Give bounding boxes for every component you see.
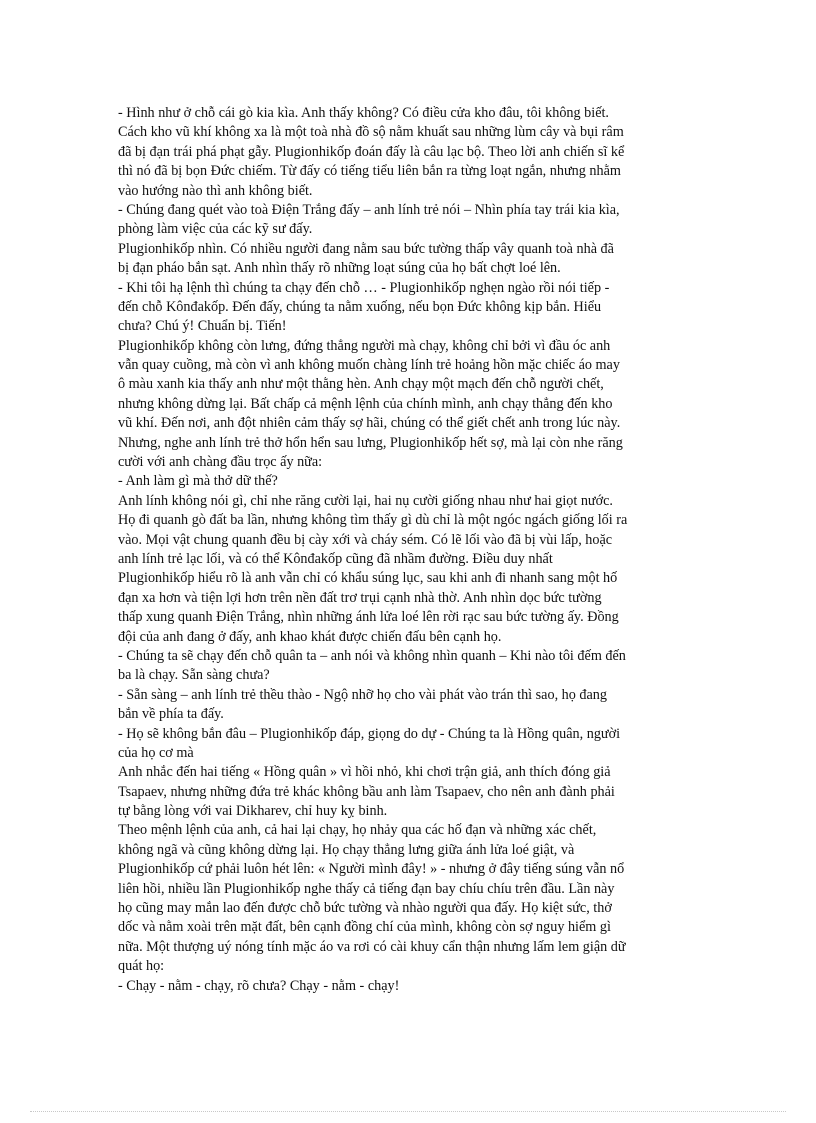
text-line: đã bị đạn trái phá phạt gẫy. Plugionhikốp đoán đấy là câu lạc bộ. Theo lời anh chiến sĩ kể bbox=[118, 143, 625, 160]
text-line: vào. Mọi vật chung quanh đều bị cày xới và cháy sém. Có lẽ lối vào đã bị vùi lấp, hoặc bbox=[118, 531, 613, 548]
text-line: bắn về phía ta đấy. bbox=[118, 706, 224, 723]
text-line: nữa. Một thượng uý nóng tính mặc áo va rơi có cài khuy cẩn thận nhưng lấm lem giận dữ bbox=[118, 938, 626, 955]
text-line: - Hình như ở chỗ cái gò kia kìa. Anh thấy không? Có điều cửa kho đâu, tôi không biết. bbox=[118, 105, 609, 121]
text-line: đến chỗ Kônđakốp. Đến đấy, chúng ta nằm xuống, nếu bọn Đức không kịp bắn. Hiểu bbox=[118, 298, 602, 315]
text-line: - Chúng đang quét vào toà Điện Trắng đấy – anh lính trẻ nói – Nhìn phía tay trái kia kìa, bbox=[118, 201, 620, 218]
text-line: - Khi tôi hạ lệnh thì chúng ta chạy đến chỗ … - Plugionhikốp nghẹn ngào rồi nói tiếp - bbox=[118, 279, 610, 296]
text-line: Tsapaev, nhưng những đứa trẻ khác không bầu anh làm Tsapaev, cho nên anh đành phải bbox=[118, 783, 615, 800]
text-line: bị đạn pháo bắn sạt. Anh nhìn thấy rõ những loạt súng của họ bất chợt loé lên. bbox=[118, 260, 561, 277]
text-line: phòng làm việc của các kỹ sư đấy. bbox=[118, 221, 313, 238]
text-line: chưa? Chú ý! Chuẩn bị. Tiến! bbox=[118, 318, 287, 335]
text-line: - Chúng ta sẽ chạy đến chỗ quân ta – anh nói và không nhìn quanh – Khi nào tôi đếm đến bbox=[118, 647, 626, 664]
text-line: Theo mệnh lệnh của anh, cả hai lại chạy, họ nhảy qua các hố đạn và những xác chết, bbox=[118, 822, 597, 839]
text-line: vẫn quay cuồng, mà còn vì anh không muốn chàng lính trẻ hoảng hồn mặc chiếc áo may bbox=[118, 357, 620, 374]
text-line: Plugionhikốp hiểu rõ là anh vẫn chỉ có khẩu súng lục, sau khi anh đi nhanh sang một hố bbox=[118, 570, 618, 587]
text-line: Họ đi quanh gò đất ba lần, nhưng không tìm thấy gì dù chỉ là một ngóc ngách giống lối ra bbox=[118, 512, 628, 529]
text-line: Plugionhikốp không còn lưng, đứng thẳng người mà chạy, không chỉ bởi vì đầu óc anh bbox=[118, 337, 611, 354]
page-bottom-divider bbox=[30, 1111, 786, 1112]
text-line: Nhưng, nghe anh lính trẻ thở hổn hển sau lưng, Plugionhikốp hết sợ, mà lại còn nhe răng bbox=[118, 434, 623, 451]
text-line: vào hướng nào thì anh không biết. bbox=[118, 182, 313, 199]
text-line: Cách kho vũ khí không xa là một toà nhà đồ sộ nằm khuất sau những lùm cây và bụi râm bbox=[118, 124, 624, 141]
text-line: họ cũng may mắn lao đến được chỗ bức tường và nhào người qua đấy. Họ kiệt sức, thở bbox=[118, 900, 612, 917]
text-line: thấp xung quanh Điện Trắng, nhìn những ánh lửa loé lên rời rạc sau bức tường ấy. Đồng bbox=[118, 609, 619, 626]
text-line: dốc và nằm xoài trên mặt đất, bên cạnh đồng chí của mình, không còn sợ nguy hiểm gì bbox=[118, 919, 611, 936]
text-line: ô màu xanh kia thấy anh như một thằng hèn. Anh chạy một mạch đến chỗ người chết, bbox=[118, 376, 604, 393]
text-line: - Sẵn sàng – anh lính trẻ thều thào - Ngộ nhỡ họ cho vài phát vào trán thì sao, họ đang bbox=[118, 686, 607, 703]
text-line: đạn xa hơn và tiện lợi hơn trên nền đất trơ trụi cạnh nhà thờ. Anh nhìn dọc bức tường bbox=[118, 589, 602, 606]
text-line: của họ cơ mà bbox=[118, 744, 194, 761]
text-line: - Chạy - nằm - chạy, rõ chưa? Chạy - nằm - chạy! bbox=[118, 977, 400, 994]
text-line: cười với anh chàng đầu trọc ấy nữa: bbox=[118, 454, 323, 471]
text-line: Plugionhikốp cứ phải luôn hét lên: « Người mình đây! » - nhưng ở đây tiếng súng vẫn nổ bbox=[118, 861, 625, 878]
text-line: tự bằng lòng với vai Dikharev, chỉ huy kỵ binh. bbox=[118, 803, 388, 820]
text-line: Anh lính không nói gì, chỉ nhe răng cười lại, hai nụ cười giống nhau như hai giọt nước. bbox=[118, 492, 613, 509]
text-line: liên hồi, nhiều lần Plugionhikốp nghe thấy cả tiếng đạn bay chíu chíu trên đầu. Lần này bbox=[118, 880, 615, 897]
text-line: ba là chạy. Sẵn sàng chưa? bbox=[118, 667, 270, 684]
text-line: anh lính trẻ lạc lối, và có thể Kônđakốp cũng đã nhầm đường. Điều duy nhất bbox=[118, 550, 553, 567]
text-line: Anh nhắc đến hai tiếng « Hồng quân » vì hồi nhỏ, khi chơi trận giả, anh thích đóng giả bbox=[118, 764, 611, 781]
text-line: đội của anh đang ở đấy, anh khao khát được chiến đấu bên cạnh họ. bbox=[118, 628, 502, 645]
text-line: vũ khí. Đến nơi, anh đột nhiên cảm thấy sợ hãi, chúng có thể giết chết anh trong lúc này. bbox=[118, 415, 621, 432]
text-line: - Anh làm gì mà thở dữ thế? bbox=[118, 473, 278, 490]
text-line: quát họ: bbox=[118, 958, 165, 975]
text-line: không ngã và cũng không dừng lại. Họ chạy thẳng lưng giữa ánh lửa loé giật, và bbox=[118, 841, 575, 858]
text-line: Plugionhikốp nhìn. Có nhiều người đang nằm sau bức tường thấp vây quanh toà nhà đã bbox=[118, 240, 614, 257]
text-line: thì nó đã bị bọn Đức chiếm. Từ đấy có tiếng tiểu liên bắn ra từng loạt ngắn, nhưng nhằm bbox=[118, 163, 621, 180]
text-line: - Họ sẽ không bắn đâu – Plugionhikốp đáp, giọng do dự - Chúng ta là Hồng quân, người bbox=[118, 725, 621, 742]
body-text bbox=[118, 104, 698, 996]
text-line: nhưng không dừng lại. Bất chấp cả mệnh lệnh của chính mình, anh chạy thẳng đến kho bbox=[118, 395, 613, 412]
